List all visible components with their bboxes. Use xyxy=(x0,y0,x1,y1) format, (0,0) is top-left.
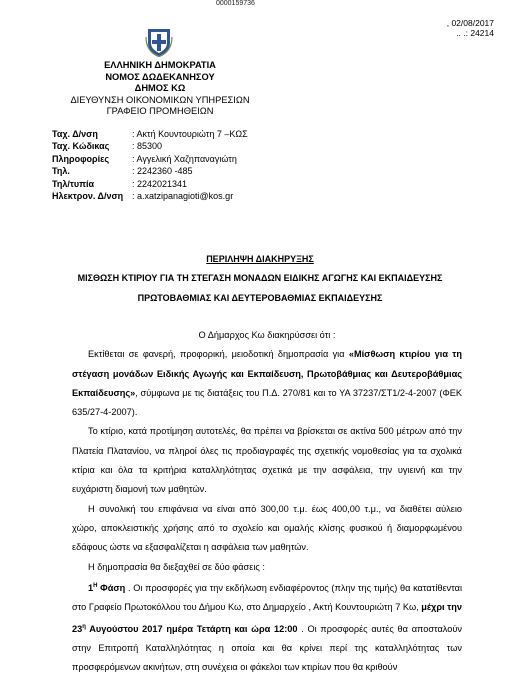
contact-value: : Ακτή Κουντουριώτη 7 –ΚΩΣ xyxy=(132,129,248,139)
text: Εκτίθεται σε φανερή, προφορική, μειοδοτική δημοπρασία για xyxy=(88,349,349,360)
contact-value: : 2242360 -485 xyxy=(132,166,193,177)
contact-label: Τηλ. xyxy=(52,166,70,177)
contact-label: Τηλ/τυπία xyxy=(52,178,95,189)
announcement: Ο Δήμαρχος Κω διακηρύσσει ότι : xyxy=(198,330,336,340)
document-code: 0000159736 xyxy=(216,0,255,7)
paragraph-area: Η συνολική του επιφάνεια να είναι από 300,00 τ.μ. έως 400,00 τ.μ., να διαθέτει αύλειο χώρο, αποκλειστικής χρήσης από το σχολείο και ομαλής κλίσης φυσικού ή διαμορφωμένου εδάφους ώστε να εξασφαλίζεται η ασφάλεια των μαθητών. xyxy=(72,503,462,553)
header-line-4: ΔΙΕΥΘΥΝΣΗ ΟΙΚΟΝΟΜΙΚΩΝ ΥΠΗΡΕΣΙΩΝ xyxy=(70,94,250,105)
contact-label: Ταχ. Δ/νση xyxy=(52,129,98,139)
notice-title-line-2: ΠΡΩΤΟΒΑΘΜΙΑΣ ΚΑΙ ΔΕΥΤΕΡΟΒΑΘΜΙΑΣ ΕΚΠΑΙΔΕΥΣΗΣ xyxy=(137,293,383,303)
contact-row xyxy=(52,178,248,190)
notice-body xyxy=(72,326,462,677)
protocol-number: .. .: 24214 xyxy=(456,28,494,38)
contact-row xyxy=(52,153,248,165)
phase-label: Φάση xyxy=(97,582,126,593)
header-line-1: ΕΛΛΗΝΙΚΗ ΔΗΜΟΚΡΑΤΙΑ xyxy=(104,60,216,70)
contact-row xyxy=(52,128,248,140)
date: , 02/08/2017 xyxy=(446,18,494,28)
phase-number: 1 xyxy=(88,582,94,593)
text: . Οι προσφορές για την εκδήλωση ενδιαφέροντος (πλην της τιμής) θα κατατίθενται στο Γραφείο Πρωτοκόλλου του Δήμου Κω, στο Δημαρχείο , Ακτή Κουντουριώτη 7 Κω, xyxy=(72,582,463,613)
paragraph-phases: Η δημοπρασία θα διεξαχθεί σε δύο φάσεις : xyxy=(88,561,265,572)
deadline-superscript: η xyxy=(82,623,86,630)
paragraph-subject xyxy=(72,345,462,422)
contact-label: Ταχ. Κώδικας xyxy=(52,141,110,152)
summary-title: ΠΕΡΙΛΗΨΗ ΔΙΑΚΗΡΥΞΗΣ xyxy=(206,254,314,264)
contact-block xyxy=(52,128,248,202)
greek-emblem-icon xyxy=(145,27,173,57)
contact-row xyxy=(52,165,248,177)
contact-value: : a.xatzipanagioti@kos.gr xyxy=(132,191,234,202)
deadline: μέχρι την 23 xyxy=(72,602,462,634)
contact-row xyxy=(52,190,248,202)
paragraph-phase-1 xyxy=(72,577,462,678)
contact-row xyxy=(52,140,248,152)
issuer-header xyxy=(52,60,268,118)
header-line-2: ΝΟΜΟΣ ΔΩΔΕΚΑΝΗΣΟΥ xyxy=(105,71,215,82)
subject-bold: «Μίσθωση κτιρίου για τη στέγαση μονάδων Ειδικής Αγωγής και Εκπαίδευση, Πρωτοβάθμιας και Δευτεροβάθμιας Εκπαίδευσης» xyxy=(72,349,462,398)
contact-value: : 85300 xyxy=(132,141,163,152)
phase-superscript: Η xyxy=(93,582,98,589)
paragraph-location: Το κτίριο, κατά προτίμηση αυτοτελές, θα πρέπει να βρίσκεται σε ακτίνα 500 μέτρων από την Πλατεία Πλατανίου, να πληροί όλες τις προδιαγραφές της σχετικής νομοθεσίας για τα σχολικά κτίρια και όλα τα κριτήρια καταλληλότητας σχετικά με την ασφάλεια, την υγιεινή και την ευχάριστη διαμονή των μαθητών. xyxy=(72,426,462,495)
header-line-3: ΔΗΜΟΣ ΚΩ xyxy=(134,83,186,94)
contact-value: : 2242021341 xyxy=(132,178,188,189)
text: , σύμφωνα με τις διατάξεις του Π.Δ. 270/81 και το ΥΑ 37237/ΣΤ1/2-4-2007 (ΦΕΚ 635/27-4-2007). xyxy=(72,387,462,418)
deadline-rest: Αυγούστου 2017 ημέρα Τετάρτη και ώρα 12:00 xyxy=(85,623,298,634)
contact-value: : Αγγελική Χαζηπαναγιώτη xyxy=(132,153,237,164)
text: . Οι προσφορές αυτές θα αποσταλούν στην Επιτροπή Καταλληλότητας η οποία και θα κρίνει περί της καταλληλότητας των προσφερόμενων ακινήτων, στη συνέχεια οι φάκελοι των κτιρίων που θα κριθούν xyxy=(72,623,462,673)
notice-title-line-1: ΜΙΣΘΩΣΗ ΚΤΙΡΙΟΥ ΓΙΑ ΤΗ ΣΤΕΓΑΣΗ ΜΟΝΑΔΩΝ ΕΙΔΙΚΗΣ ΑΓΩΓΗΣ ΚΑΙ ΕΚΠΑΙΔΕΥΣΗΣ xyxy=(77,273,443,283)
contact-label: Ηλεκτρον. Δ/νση xyxy=(52,191,124,202)
contact-label: Πληροφορίες xyxy=(52,153,110,164)
header-line-5: ΓΡΑΦΕΙΟ ΠΡΟΜΗΘΕΙΩΝ xyxy=(106,106,214,117)
